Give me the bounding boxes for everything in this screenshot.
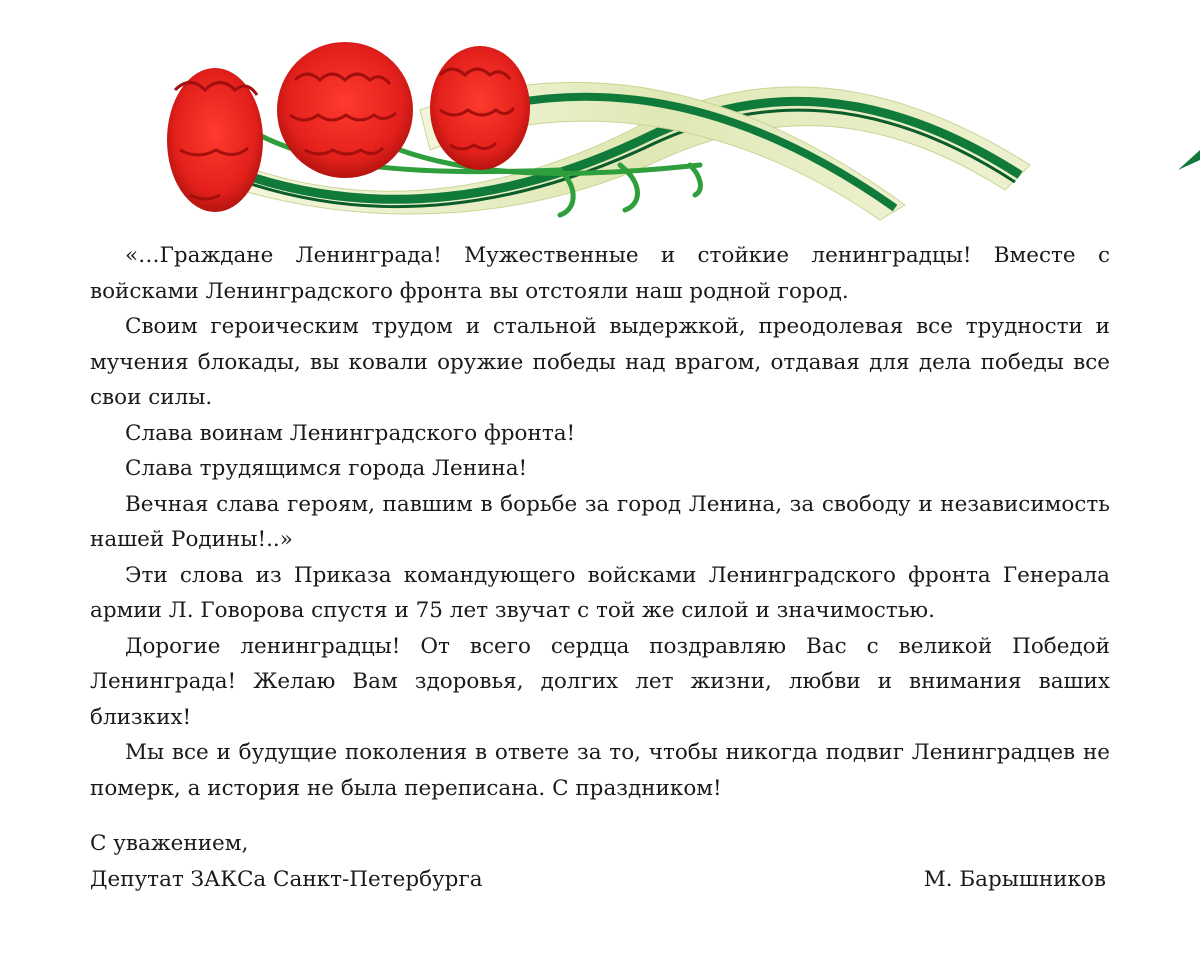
- letter-body: [90, 238, 1110, 806]
- author-position: Депутат ЗАКСа Санкт-Петербурга: [90, 866, 483, 892]
- letter-paragraph: Мы все и будущие поколения в ответе за то, чтобы никогда подвиг Ленинградцев не померк, а история не была переписана. С праздником!: [90, 740, 1110, 801]
- letter-paragraph: Дорогие ленинградцы! От всего сердца поздравляю Вас с великой Победой Ленинграда! Желаю Вам здоровья, долгих лет жизни, любви и внимания ваших близких!: [90, 633, 1110, 730]
- author-signature: М. Барышников: [923, 866, 1106, 892]
- carnations-ribbon-decoration: [0, 0, 1200, 240]
- letter-closing: [90, 826, 1106, 897]
- letter-paragraph: Слава воинам Ленинградского фронта!: [125, 420, 576, 446]
- leaf-corner: [1178, 150, 1200, 170]
- closing-regards: С уважением,: [90, 831, 249, 856]
- letter-paragraph: Своим героическим трудом и стальной выдержкой, преодолевая все трудности и мучения блокады, вы ковали оружие победы над врагом, отдавая для дела победы все свои силы.: [90, 314, 1110, 410]
- letter-paragraph: «…Граждане Ленинграда! Мужественные и стойкие ленинградцы! Вместе с войсками Ленинградского фронта вы отстояли наш родной город.: [90, 243, 1110, 304]
- carnation-flower-left: [167, 68, 263, 212]
- letter-paragraph: Эти слова из Приказа командующего войсками Ленинградского фронта Генерала армии Л. Говорова спустя и 75 лет звучат с той же силой и значимостью.: [90, 562, 1110, 623]
- signature-row: [90, 862, 1106, 898]
- letter-paragraph: Слава трудящимся города Ленина!: [125, 456, 528, 481]
- carnation-flower-center: [277, 42, 413, 178]
- carnation-flower-right: [430, 46, 530, 170]
- letter-paragraph: Вечная слава героям, павшим в борьбе за город Ленина, за свободу и независимость нашей Родины!..»: [90, 491, 1110, 552]
